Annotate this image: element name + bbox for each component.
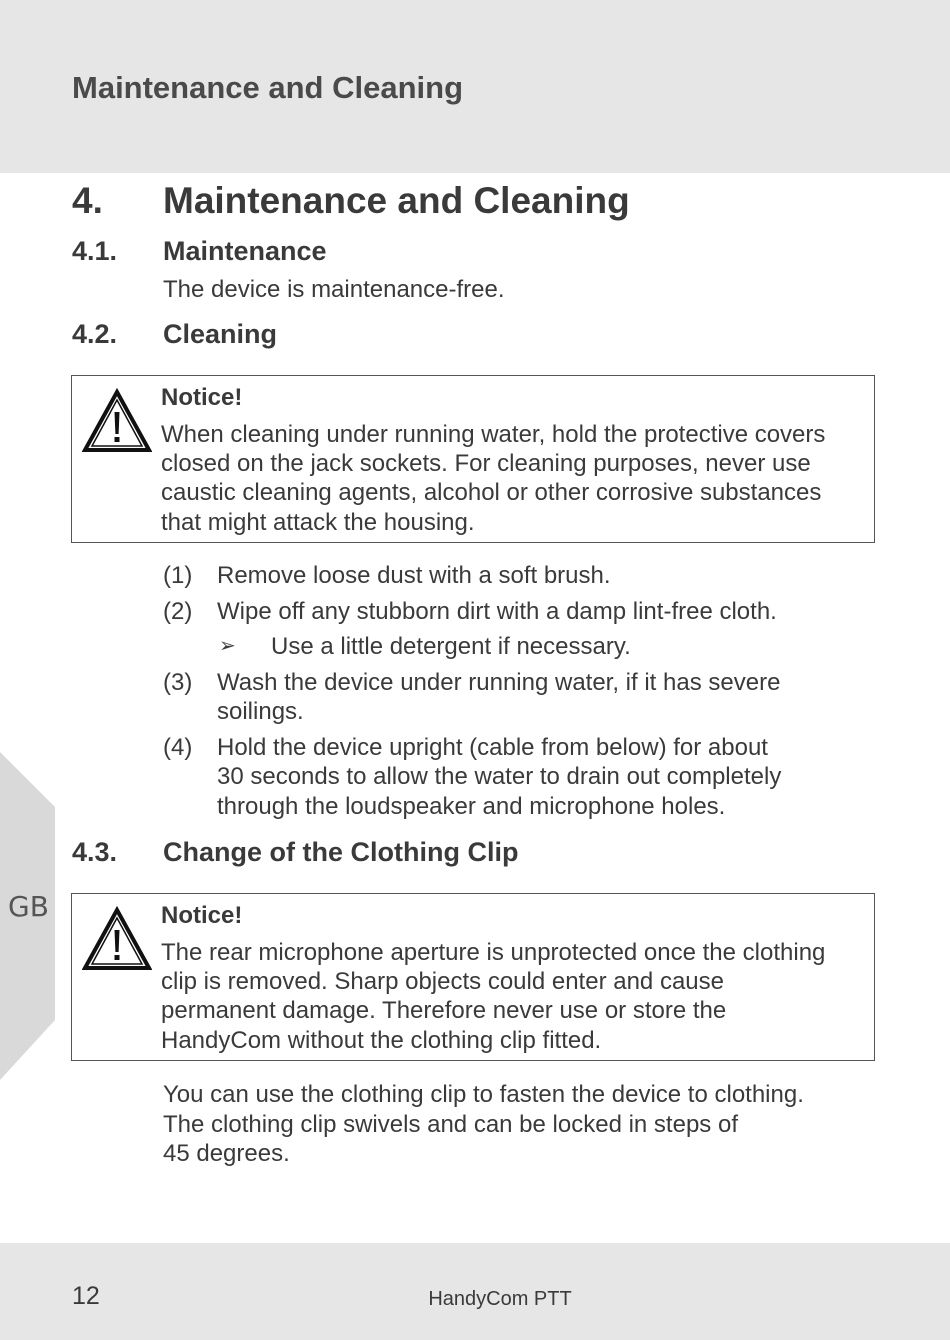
step-text: soilings.	[217, 698, 304, 725]
arrow-bullet-icon: ➢	[219, 635, 236, 657]
notice-line: HandyCom without the clothing clip fitted.	[161, 1026, 602, 1054]
subsection-title: Cleaning	[163, 319, 278, 349]
step-number: (1)	[163, 562, 193, 589]
notice-line: caustic cleaning agents, alcohol or other corrosive substances	[161, 479, 822, 507]
subsection-heading-cleaning	[72, 319, 277, 350]
paragraph-line: The clothing clip swivels and can be locked in steps of	[163, 1110, 738, 1138]
warning-triangle-icon	[82, 388, 152, 454]
notice-text	[161, 420, 873, 537]
notice-box-clothing-clip	[71, 893, 875, 1061]
page-number: 12	[72, 1282, 100, 1310]
step-text: Wash the device under running water, if it has severe	[217, 668, 781, 696]
section-number: 4.	[72, 180, 103, 221]
warning-triangle-icon	[82, 906, 152, 972]
subsection-title: Change of the Clothing Clip	[163, 837, 519, 867]
notice-title: Notice!	[161, 384, 243, 411]
subsection-heading-clothing-clip	[72, 837, 518, 868]
step-text: Hold the device upright (cable from below) for about	[217, 733, 768, 761]
cleaning-steps-list	[163, 561, 863, 827]
step-number: (4)	[163, 733, 193, 761]
step-text: 30 seconds to allow the water to drain out completely	[217, 763, 782, 790]
notice-line: When cleaning under running water, hold the protective covers	[161, 421, 826, 448]
clothing-clip-text	[163, 1080, 804, 1169]
footer-product-name: HandyCom PTT	[428, 1288, 572, 1310]
list-item	[163, 733, 863, 822]
section-heading	[72, 180, 630, 222]
maintenance-text: The device is maintenance-free.	[163, 276, 505, 303]
subsection-number: 4.2.	[72, 319, 118, 349]
paragraph-line: You can use the clothing clip to fasten the device to clothing.	[163, 1081, 804, 1108]
list-item	[163, 561, 863, 591]
language-label: GB	[8, 890, 49, 923]
notice-box-cleaning	[71, 375, 875, 543]
step-text: Remove loose dust with a soft brush.	[217, 562, 611, 589]
step-number: (3)	[163, 668, 193, 696]
list-item	[163, 597, 863, 662]
step-number: (2)	[163, 597, 193, 625]
subsection-title: Maintenance	[163, 236, 327, 266]
sub-step	[217, 632, 863, 662]
subsection-number: 4.1.	[72, 236, 118, 266]
subsection-heading-maintenance	[72, 236, 327, 267]
sub-step-text: Use a little detergent if necessary.	[271, 633, 631, 660]
running-header-title: Maintenance and Cleaning	[72, 70, 464, 105]
notice-line: that might attack the housing.	[161, 508, 475, 536]
notice-line: closed on the jack sockets. For cleaning purposes, never use	[161, 450, 811, 478]
step-text: through the loudspeaker and microphone holes.	[217, 792, 726, 820]
notice-line: permanent damage. Therefore never use or store the	[161, 997, 727, 1025]
list-item	[163, 668, 863, 727]
notice-text	[161, 938, 873, 1055]
step-text: Wipe off any stubborn dirt with a damp lint-free cloth.	[217, 597, 777, 625]
subsection-number: 4.3.	[72, 837, 118, 867]
notice-line: The rear microphone aperture is unprotected once the clothing	[161, 939, 826, 966]
notice-line: clip is removed. Sharp objects could enter and cause	[161, 968, 724, 996]
notice-title: Notice!	[161, 902, 243, 929]
paragraph-line: 45 degrees.	[163, 1140, 290, 1167]
section-title: Maintenance and Cleaning	[163, 180, 630, 221]
